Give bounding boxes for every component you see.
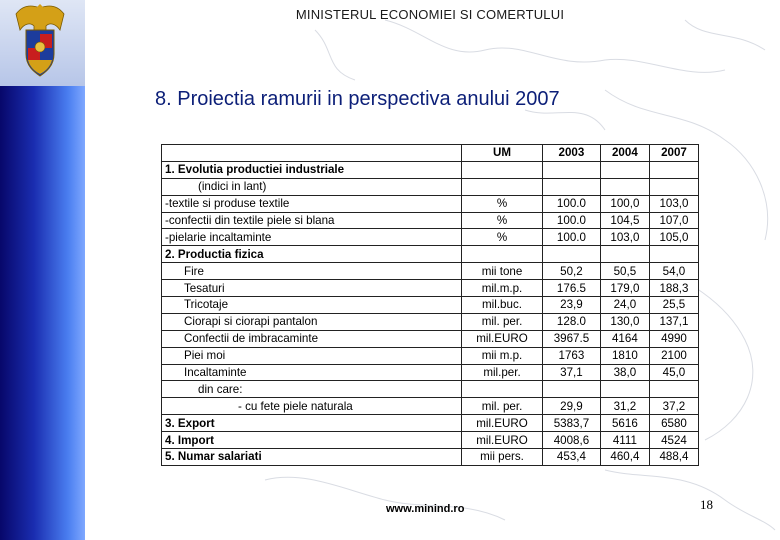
table-row [162, 246, 699, 263]
row-value-2003: 5383,7 [543, 415, 601, 432]
row-value-2007: 105,0 [649, 229, 698, 246]
row-label: Fire [162, 263, 462, 280]
row-value-2003: 37,1 [543, 364, 601, 381]
row-value-2007: 54,0 [649, 263, 698, 280]
row-label: -textile si produse textile [162, 195, 462, 212]
row-value-2004: 4164 [600, 330, 649, 347]
row-um: mil. per. [462, 313, 543, 330]
row-label: Tricotaje [162, 297, 462, 314]
row-um: mil. per. [462, 398, 543, 415]
row-label: din care: [162, 381, 462, 398]
row-label: Tesaturi [162, 280, 462, 297]
row-value-2004: 4111 [600, 432, 649, 449]
header-label [162, 145, 462, 162]
header-2003: 2003 [543, 145, 601, 162]
row-value-2007: 188,3 [649, 280, 698, 297]
row-um: mii pers. [462, 449, 543, 466]
row-value-2003: 4008,6 [543, 432, 601, 449]
row-value-2003: 128.0 [543, 313, 601, 330]
row-label: -pielarie incaltaminte [162, 229, 462, 246]
row-label: Ciorapi si ciorapi pantalon [162, 313, 462, 330]
row-um [462, 381, 543, 398]
ministry-header: MINISTERUL ECONOMIEI SI COMERTULUI [295, 7, 565, 22]
table-row [162, 330, 699, 347]
row-value-2003 [543, 246, 601, 263]
row-value-2004: 100,0 [600, 195, 649, 212]
row-um: % [462, 229, 543, 246]
table-row [162, 229, 699, 246]
table-row [162, 195, 699, 212]
header-um: UM [462, 145, 543, 162]
slide-title: 8. Proiectia ramurii in perspectiva anului 2007 [155, 88, 560, 110]
row-value-2003: 100.0 [543, 212, 601, 229]
row-label: -confectii din textile piele si blana [162, 212, 462, 229]
row-value-2004: 24,0 [600, 297, 649, 314]
row-value-2007: 25,5 [649, 297, 698, 314]
table-row [162, 432, 699, 449]
row-um [462, 161, 543, 178]
row-value-2007: 37,2 [649, 398, 698, 415]
row-value-2007: 45,0 [649, 364, 698, 381]
table-row [162, 415, 699, 432]
page-number: 18 [700, 497, 713, 512]
left-sidebar [0, 0, 85, 540]
row-um: % [462, 195, 543, 212]
row-value-2004: 104,5 [600, 212, 649, 229]
row-value-2004 [600, 178, 649, 195]
row-value-2004 [600, 161, 649, 178]
logo-plate [0, 0, 85, 86]
row-value-2007: 488,4 [649, 449, 698, 466]
row-value-2007 [649, 246, 698, 263]
row-um: mil.EURO [462, 330, 543, 347]
row-value-2004: 31,2 [600, 398, 649, 415]
row-um: % [462, 212, 543, 229]
table-row [162, 398, 699, 415]
row-value-2003: 1763 [543, 347, 601, 364]
row-value-2004: 460,4 [600, 449, 649, 466]
industry-projection-table [161, 144, 699, 466]
row-value-2004 [600, 246, 649, 263]
row-um [462, 178, 543, 195]
row-value-2003: 50,2 [543, 263, 601, 280]
row-label: 2. Productia fizica [162, 246, 462, 263]
row-value-2004 [600, 381, 649, 398]
row-um: mil.m.p. [462, 280, 543, 297]
row-um: mil.buc. [462, 297, 543, 314]
row-value-2003 [543, 161, 601, 178]
row-value-2004: 130,0 [600, 313, 649, 330]
header-2004: 2004 [600, 145, 649, 162]
row-value-2004: 1810 [600, 347, 649, 364]
row-um: mii m.p. [462, 347, 543, 364]
row-label: Incaltaminte [162, 364, 462, 381]
row-value-2004: 5616 [600, 415, 649, 432]
row-value-2003: 29,9 [543, 398, 601, 415]
row-value-2003: 3967.5 [543, 330, 601, 347]
row-value-2003 [543, 178, 601, 195]
table-row [162, 347, 699, 364]
row-value-2003 [543, 381, 601, 398]
row-value-2007 [649, 381, 698, 398]
table-row [162, 263, 699, 280]
row-label: - cu fete piele naturala [162, 398, 462, 415]
table-row [162, 297, 699, 314]
row-value-2007 [649, 178, 698, 195]
row-label: (indici in lant) [162, 178, 462, 195]
row-value-2007: 137,1 [649, 313, 698, 330]
table-row [162, 364, 699, 381]
row-label: 3. Export [162, 415, 462, 432]
romania-coat-of-arms-icon [12, 4, 68, 78]
row-value-2007: 103,0 [649, 195, 698, 212]
table-row [162, 178, 699, 195]
row-label: 1. Evolutia productiei industriale [162, 161, 462, 178]
row-value-2007: 4990 [649, 330, 698, 347]
table-row [162, 280, 699, 297]
row-label: Piei moi [162, 347, 462, 364]
footer-url: www.minind.ro [386, 503, 465, 515]
row-um [462, 246, 543, 263]
row-value-2007: 2100 [649, 347, 698, 364]
row-value-2007: 107,0 [649, 212, 698, 229]
row-value-2003: 176.5 [543, 280, 601, 297]
row-um: mil.per. [462, 364, 543, 381]
row-um: mil.EURO [462, 415, 543, 432]
row-value-2004: 179,0 [600, 280, 649, 297]
row-value-2007 [649, 161, 698, 178]
table-row [162, 161, 699, 178]
row-label: 5. Numar salariati [162, 449, 462, 466]
row-value-2003: 100.0 [543, 195, 601, 212]
table-row [162, 449, 699, 466]
row-value-2004: 38,0 [600, 364, 649, 381]
table-row [162, 313, 699, 330]
row-value-2004: 103,0 [600, 229, 649, 246]
row-um: mil.EURO [462, 432, 543, 449]
row-value-2003: 453,4 [543, 449, 601, 466]
row-label: 4. Import [162, 432, 462, 449]
table-row [162, 212, 699, 229]
table-row [162, 381, 699, 398]
row-value-2007: 6580 [649, 415, 698, 432]
table-header-row [162, 145, 699, 162]
row-value-2007: 4524 [649, 432, 698, 449]
row-value-2004: 50,5 [600, 263, 649, 280]
row-label: Confectii de imbracaminte [162, 330, 462, 347]
header-2007: 2007 [649, 145, 698, 162]
row-value-2003: 100.0 [543, 229, 601, 246]
row-um: mii tone [462, 263, 543, 280]
row-value-2003: 23,9 [543, 297, 601, 314]
